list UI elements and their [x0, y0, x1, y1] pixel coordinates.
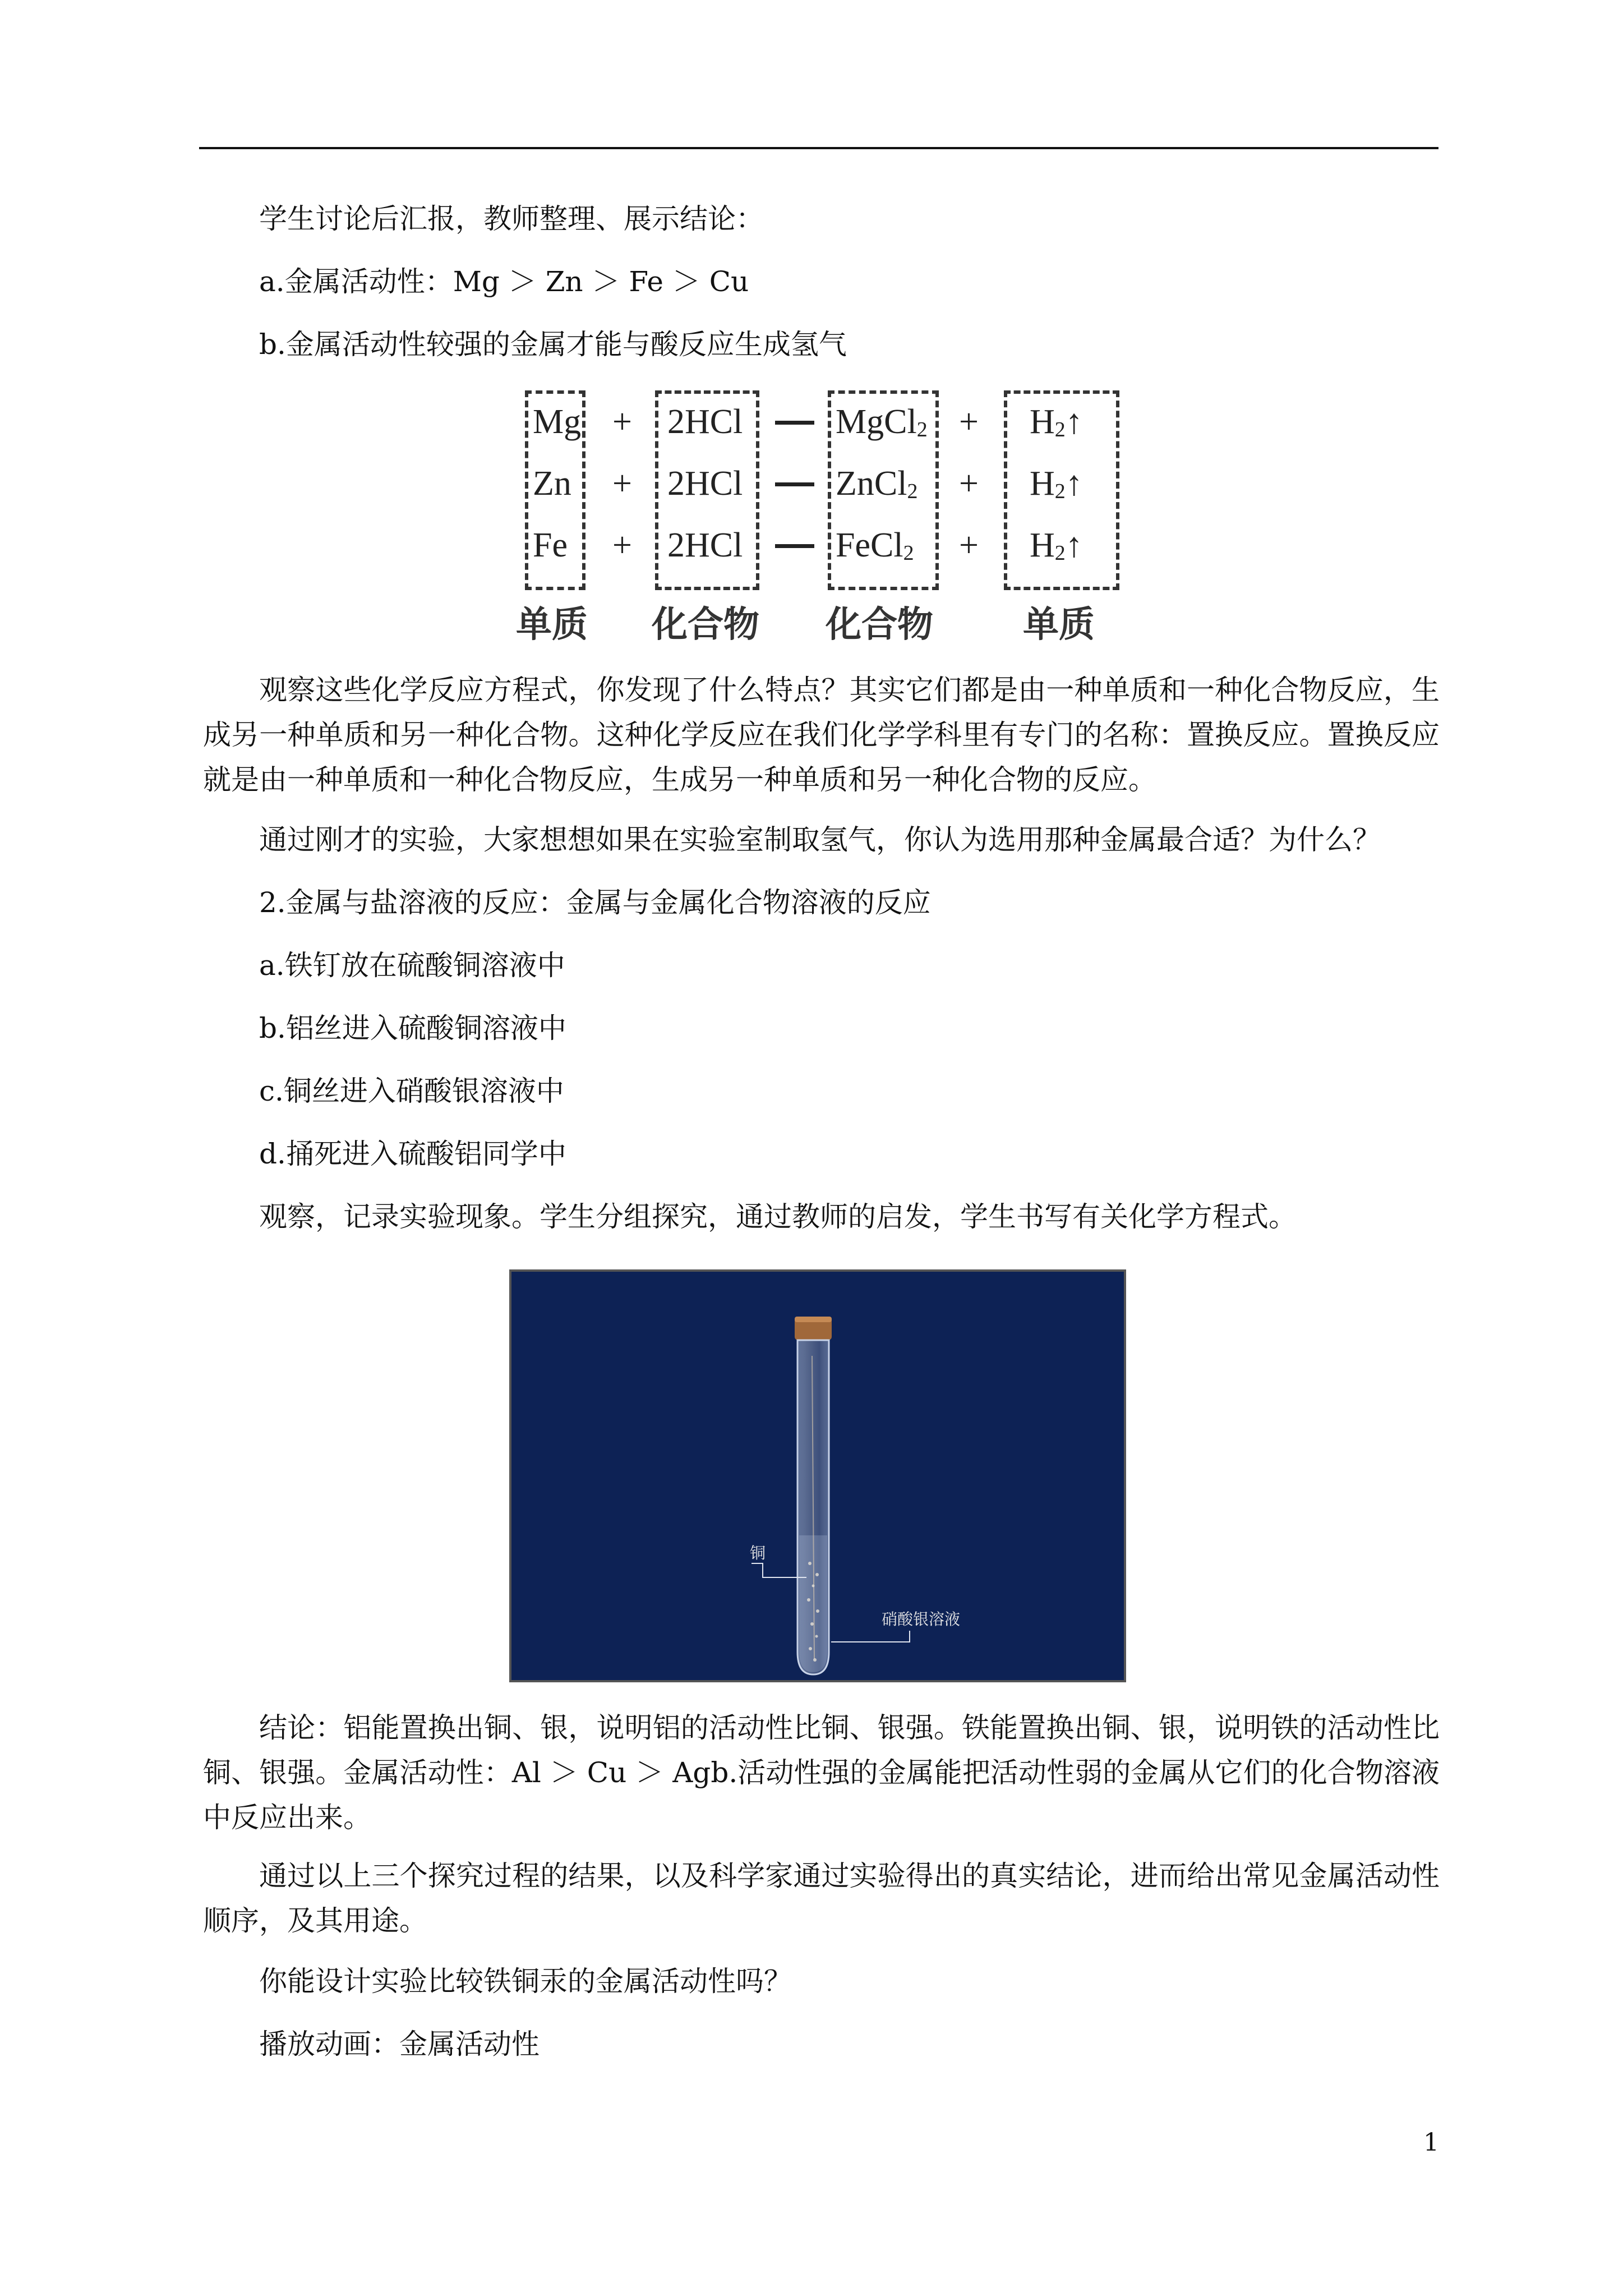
page-number: 1	[1423, 2128, 1439, 2157]
eq-metal: Zn	[533, 464, 571, 503]
plus-sign: +	[612, 403, 632, 441]
eq-salt: MgCl$_2$	[836, 403, 928, 441]
experiment-item-c: c.铜丝进入硝酸银溶液中	[259, 1075, 564, 1107]
label-copper: 铜	[750, 1544, 766, 1562]
paragraph-design-question: 你能设计实验比较铁铜汞的金属活动性吗？	[259, 1965, 792, 1998]
paragraph-hydrogen-question: 通过刚才的实验，大家想想如果在实验室制取氢气，你认为选用那种金属最合适？为什么？	[259, 823, 1381, 856]
plus-sign: +	[959, 526, 979, 564]
paragraph-summary-intro: 学生讨论后汇报，教师整理、展示结论：	[259, 203, 764, 235]
header-rule	[199, 147, 1438, 149]
experiment-item-d: d.捅死进入硫酸铝同学中	[259, 1138, 566, 1170]
paragraph-conclusion: 结论：铝能置换出铜、银，说明铝的活动性比铜、银强。铁能置换出铜、银，说明铁的活动性比铜、银强。金属活动性：Al ＞ Cu ＞ Agb.活动性强的金属能把活动性弱的金属从它们的化合物溶液中反应出来。	[203, 1711, 1440, 1834]
eq-acid: 2HCl	[667, 526, 743, 564]
test-tube-image	[509, 1269, 1126, 1682]
eq-acid: 2HCl	[667, 464, 743, 503]
paragraph-activity-order: a.金属活动性：Mg ＞ Zn ＞ Fe ＞ Cu	[259, 265, 749, 298]
test-tube-illustration	[511, 1272, 1124, 1680]
equals-bar	[775, 482, 814, 486]
experiment-item-a: a.铁钉放在硫酸铜溶液中	[259, 949, 565, 982]
eq-gas: $H_2↑$	[1030, 526, 1083, 565]
paragraph-section-2: 2.金属与盐溶液的反应：金属与金属化合物溶液的反应	[259, 886, 931, 919]
paragraph-play-animation: 播放动画：金属活动性	[259, 2028, 540, 2060]
paragraph-observe: 观察，记录实验现象。学生分组探究，通过教师的启发，学生书写有关化学方程式。	[259, 1200, 1297, 1233]
label-compound: 化合物	[826, 604, 933, 646]
equations-figure	[516, 387, 1122, 645]
equals-bar	[775, 421, 814, 425]
eq-gas: $H_2↑$	[1030, 464, 1083, 503]
paragraph-acid-reaction: b.金属活动性较强的金属才能与酸反应生成氢气	[259, 328, 847, 361]
eq-acid: 2HCl	[667, 403, 743, 441]
plus-sign: +	[612, 464, 632, 503]
eq-gas: $H_2↑$	[1030, 403, 1083, 441]
label-compound: 化合物	[652, 604, 759, 646]
plus-sign: +	[959, 464, 979, 503]
eq-salt: FeCl$_2$	[836, 526, 914, 565]
plus-sign: +	[612, 526, 632, 564]
eq-metal: Fe	[533, 526, 568, 564]
eq-salt: ZnCl$_2$	[836, 464, 918, 503]
label-silver-nitrate-solution: 硝酸银溶液	[882, 1610, 961, 1628]
label-element: 单质	[516, 604, 588, 646]
paragraph-displacement-definition: 观察这些化学反应方程式，你发现了什么特点？其实它们都是由一种单质和一种化合物反应，生成另一种单质和另一种化合物。这种化学反应在我们化学学科里有专门的名称：置换反应。置换反应就是由一种单质和一种化合物反应，生成另一种单质和另一种化合物的反应。	[203, 674, 1440, 796]
experiment-item-b: b.铝丝进入硫酸铜溶液中	[259, 1012, 566, 1045]
plus-sign: +	[959, 403, 979, 441]
equals-bar	[775, 544, 814, 548]
eq-metal: Mg	[533, 403, 582, 441]
paragraph-activity-series: 通过以上三个探究过程的结果，以及科学家通过实验得出的真实结论，进而给出常见金属活动性顺序，及其用途。	[203, 1860, 1440, 1937]
label-element: 单质	[1023, 604, 1095, 646]
